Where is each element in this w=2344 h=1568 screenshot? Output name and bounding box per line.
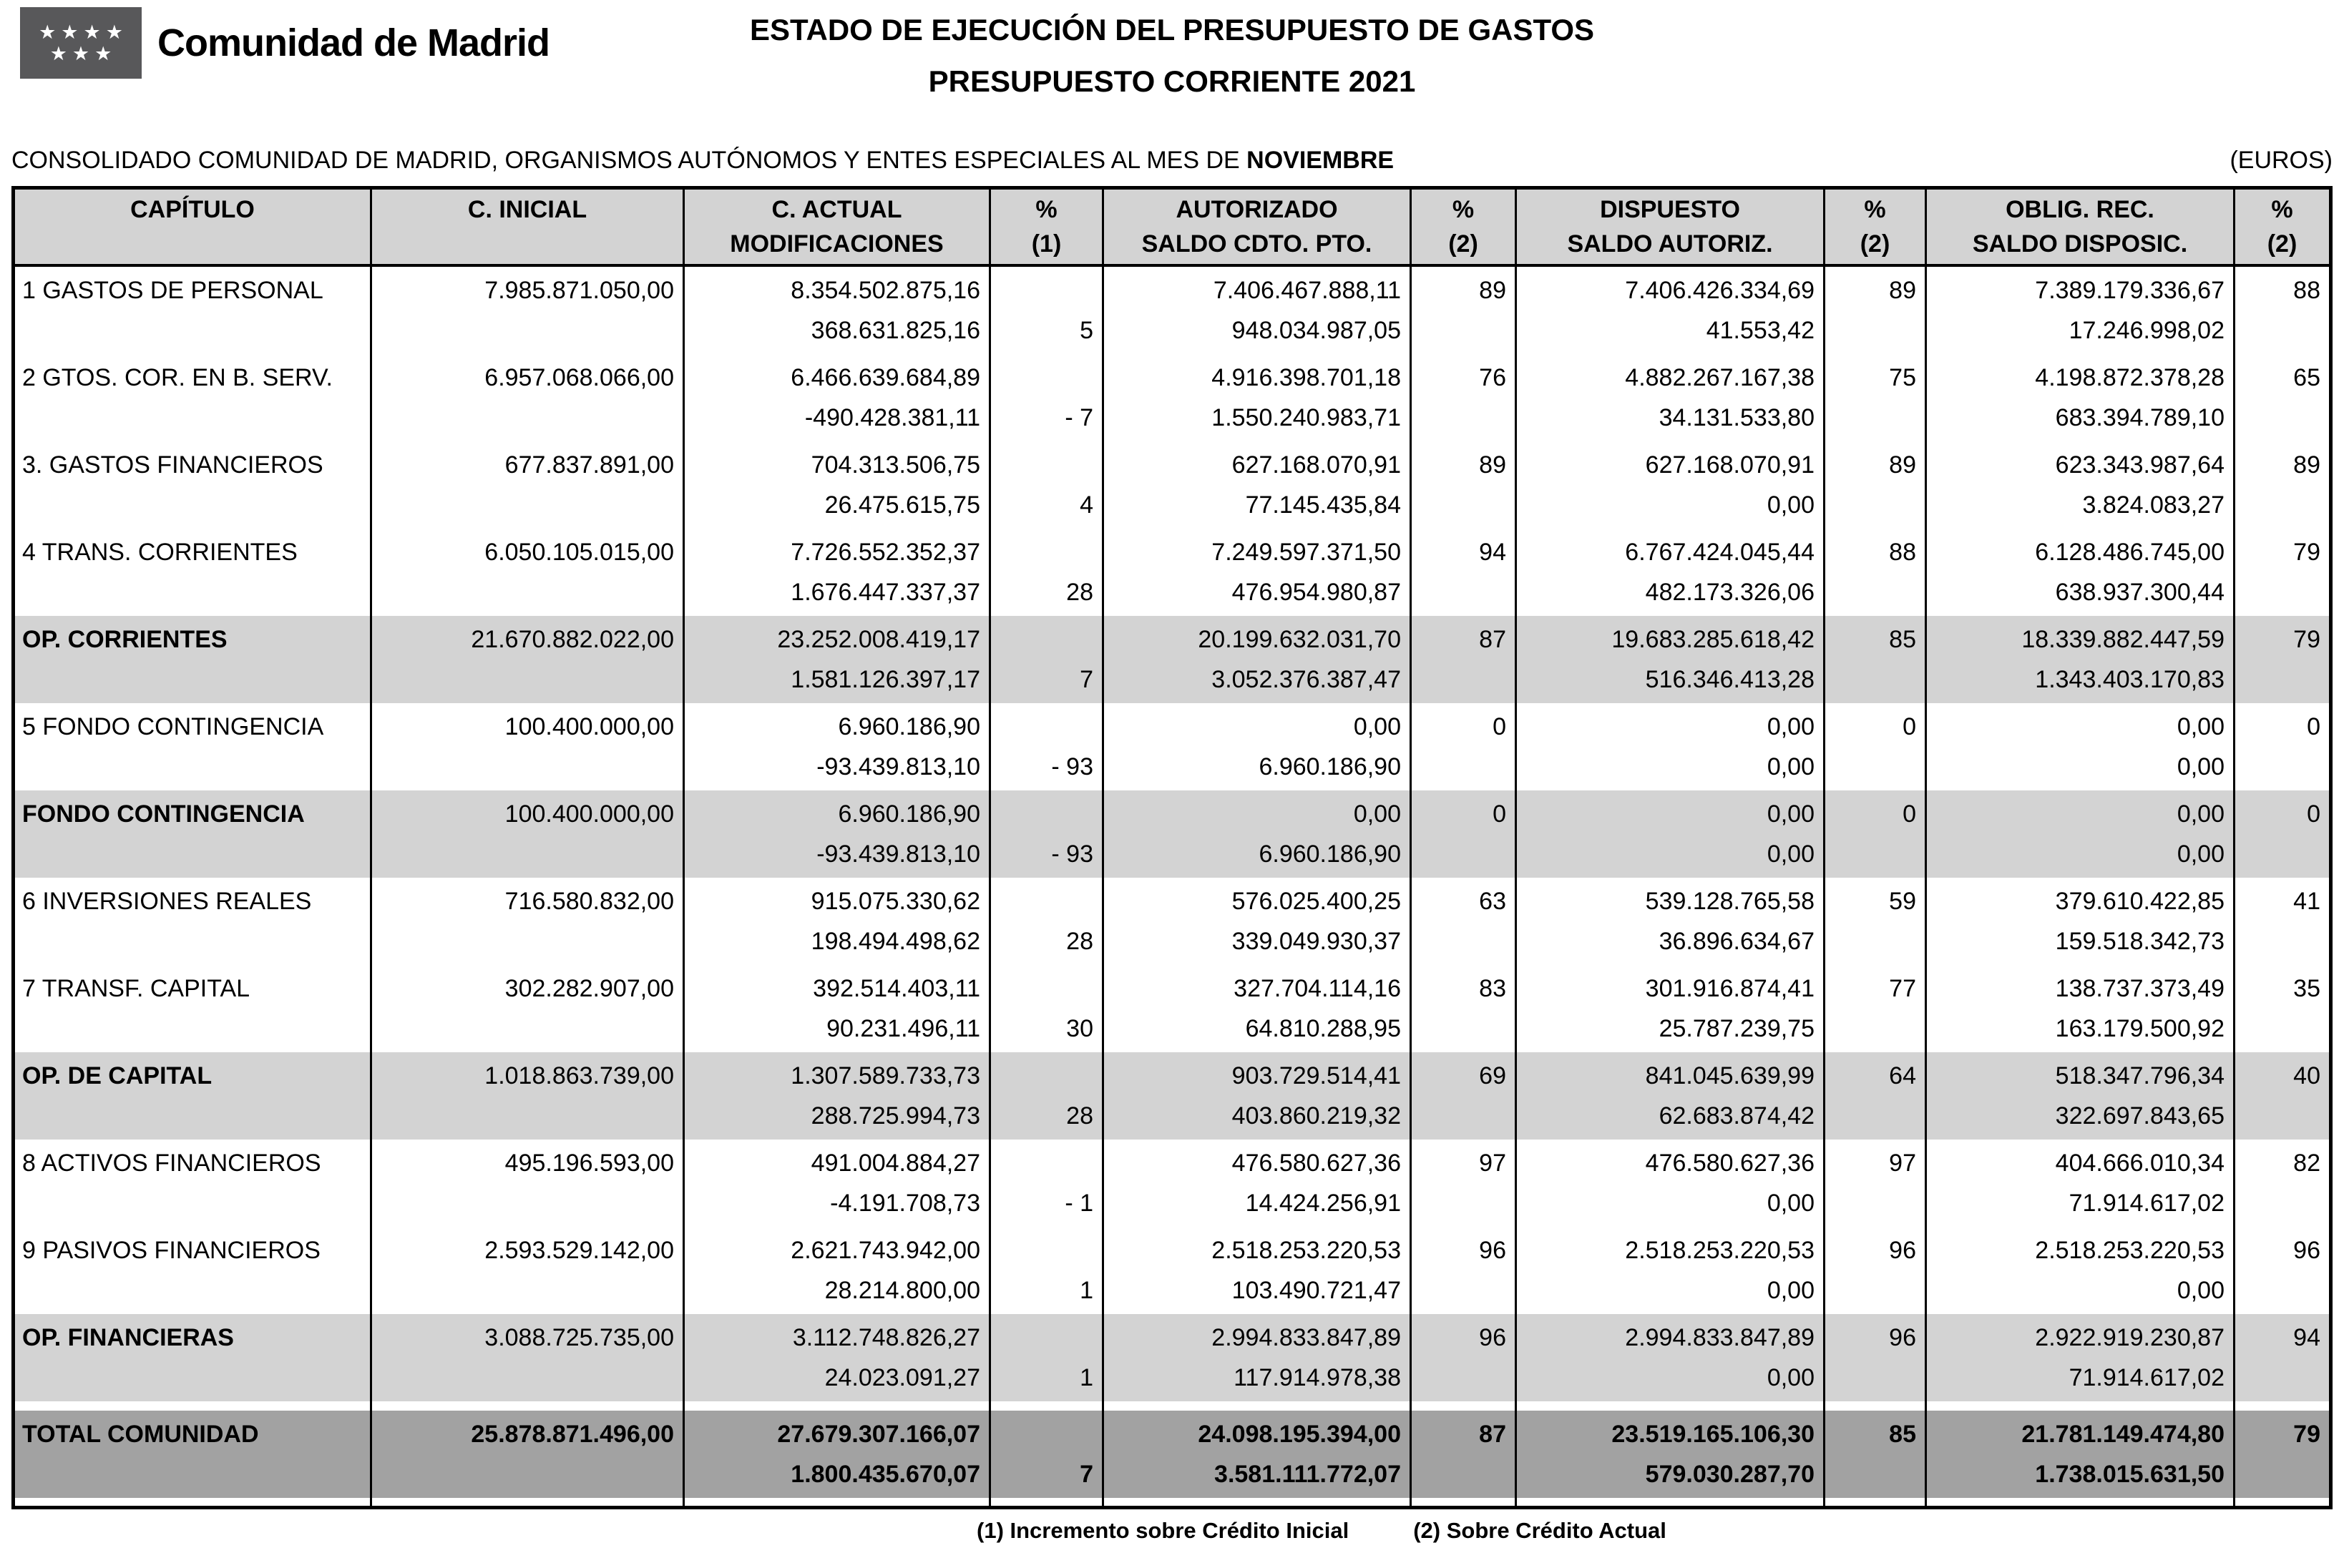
cell-pct-1: - 93 (990, 703, 1103, 790)
cell-c-actual: 491.004.884,27 -4.191.708,73 (684, 1140, 990, 1227)
cell-pct-autorizado: 96 (1411, 1314, 1516, 1401)
cell-c-actual: 392.514.403,11 90.231.496,11 (684, 965, 990, 1052)
cell-pct-autorizado: 94 (1411, 529, 1516, 616)
cell-pct-1: 5 (990, 265, 1103, 354)
cell-autorizado: 24.098.195.394,00 3.581.111.772,07 (1103, 1411, 1411, 1498)
footnote-1: (1) Incremento sobre Crédito Inicial (977, 1517, 1349, 1543)
spacer-row (14, 1401, 2331, 1411)
cell-pct-oblig: 41 (2235, 878, 2331, 965)
col-pct-oblig: % (2) (2235, 188, 2331, 266)
cell-pct-oblig: 40 (2235, 1052, 2331, 1140)
cell-pct-autorizado: 89 (1411, 441, 1516, 529)
cell-capitulo: 6 INVERSIONES REALES (14, 878, 371, 965)
cell-pct-dispuesto: 85 (1825, 616, 1926, 703)
table-row (14, 1411, 2331, 1498)
cell-dispuesto: 627.168.070,91 0,00 (1516, 441, 1825, 529)
cell-autorizado: 476.580.627,36 14.424.256,91 (1103, 1140, 1411, 1227)
cell-dispuesto: 23.519.165.106,30 579.030.287,70 (1516, 1411, 1825, 1498)
cell-dispuesto: 19.683.285.618,42 516.346.413,28 (1516, 616, 1825, 703)
cell-c-inicial: 25.878.871.496,00 (371, 1411, 684, 1498)
cell-dispuesto: 4.882.267.167,38 34.131.533,80 (1516, 354, 1825, 441)
cell-c-inicial: 6.050.105.015,00 (371, 529, 684, 616)
cell-pct-oblig: 82 (2235, 1140, 2331, 1227)
cell-autorizado: 327.704.114,16 64.810.288,95 (1103, 965, 1411, 1052)
cell-c-inicial: 100.400.000,00 (371, 790, 684, 878)
cell-c-inicial: 677.837.891,00 (371, 441, 684, 529)
cell-oblig-rec: 2.922.919.230,87 71.914.617,02 (1926, 1314, 2235, 1401)
spacer-row (14, 1498, 2331, 1507)
col-pct-1: % (1) (990, 188, 1103, 266)
cell-oblig-rec: 0,00 0,00 (1926, 703, 2235, 790)
cell-oblig-rec: 7.389.179.336,67 17.246.998,02 (1926, 265, 2235, 354)
cell-dispuesto: 7.406.426.334,69 41.553,42 (1516, 265, 1825, 354)
cell-oblig-rec: 18.339.882.447,59 1.343.403.170,83 (1926, 616, 2235, 703)
footnotes (977, 1518, 2344, 1544)
cell-oblig-rec: 379.610.422,85 159.518.342,73 (1926, 878, 2235, 965)
cell-oblig-rec: 518.347.796,34 322.697.843,65 (1926, 1052, 2235, 1140)
cell-pct-oblig: 0 (2235, 790, 2331, 878)
cell-c-actual: 915.075.330,62 198.494.498,62 (684, 878, 990, 965)
cell-pct-dispuesto: 59 (1825, 878, 1926, 965)
cell-autorizado: 0,00 6.960.186,90 (1103, 790, 1411, 878)
cell-pct-autorizado: 69 (1411, 1052, 1516, 1140)
cell-c-actual: 3.112.748.826,27 24.023.091,27 (684, 1314, 990, 1401)
cell-c-inicial: 21.670.882.022,00 (371, 616, 684, 703)
cell-autorizado: 903.729.514,41 403.860.219,32 (1103, 1052, 1411, 1140)
cell-capitulo: FONDO CONTINGENCIA (14, 790, 371, 878)
table-row (14, 703, 2331, 790)
cell-pct-autorizado: 97 (1411, 1140, 1516, 1227)
cell-autorizado: 627.168.070,91 77.145.435,84 (1103, 441, 1411, 529)
col-dispuesto: DISPUESTO SALDO AUTORIZ. (1516, 188, 1825, 266)
cell-pct-oblig: 0 (2235, 703, 2331, 790)
cell-autorizado: 576.025.400,25 339.049.930,37 (1103, 878, 1411, 965)
logo-text: Comunidad de Madrid (157, 21, 550, 64)
table-row (14, 1227, 2331, 1314)
cell-pct-1: 4 (990, 441, 1103, 529)
cell-dispuesto: 476.580.627,36 0,00 (1516, 1140, 1825, 1227)
cell-pct-1: - 1 (990, 1140, 1103, 1227)
cell-pct-oblig: 79 (2235, 529, 2331, 616)
table-row (14, 1140, 2331, 1227)
cell-c-inicial: 7.985.871.050,00 (371, 265, 684, 354)
table-row (14, 354, 2331, 441)
cell-c-actual: 6.466.639.684,89 -490.428.381,11 (684, 354, 990, 441)
col-pct-autorizado: % (2) (1411, 188, 1516, 266)
cell-oblig-rec: 21.781.149.474,80 1.738.015.631,50 (1926, 1411, 2235, 1498)
cell-c-inicial: 1.018.863.739,00 (371, 1052, 684, 1140)
cell-oblig-rec: 404.666.010,34 71.914.617,02 (1926, 1140, 2235, 1227)
cell-pct-1: 28 (990, 529, 1103, 616)
cell-pct-autorizado: 83 (1411, 965, 1516, 1052)
cell-c-inicial: 100.400.000,00 (371, 703, 684, 790)
cell-c-actual: 704.313.506,75 26.475.615,75 (684, 441, 990, 529)
table-row (14, 441, 2331, 529)
cell-pct-1: 28 (990, 878, 1103, 965)
cell-capitulo: 9 PASIVOS FINANCIEROS (14, 1227, 371, 1314)
table-row (14, 1314, 2331, 1401)
cell-pct-1: 1 (990, 1314, 1103, 1401)
consolidado-text: CONSOLIDADO COMUNIDAD DE MADRID, ORGANISMOS AUTÓNOMOS Y ENTES ESPECIALES AL MES DE (11, 147, 1247, 174)
page-subtitle: PRESUPUESTO CORRIENTE 2021 (928, 64, 1416, 98)
cell-dispuesto: 2.518.253.220,53 0,00 (1516, 1227, 1825, 1314)
cell-dispuesto: 6.767.424.045,44 482.173.326,06 (1516, 529, 1825, 616)
cell-capitulo: 3. GASTOS FINANCIEROS (14, 441, 371, 529)
cell-pct-oblig: 94 (2235, 1314, 2331, 1401)
cell-pct-autorizado: 96 (1411, 1227, 1516, 1314)
cell-pct-dispuesto: 0 (1825, 703, 1926, 790)
cell-pct-dispuesto: 64 (1825, 1052, 1926, 1140)
cell-pct-1: - 7 (990, 354, 1103, 441)
table-row (14, 265, 2331, 354)
page-title: ESTADO DE EJECUCIÓN DEL PRESUPUESTO DE GASTOS (749, 13, 1595, 46)
cell-c-actual: 6.960.186,90 -93.439.813,10 (684, 790, 990, 878)
cell-capitulo: TOTAL COMUNIDAD (14, 1411, 371, 1498)
col-c-inicial: C. INICIAL (371, 188, 684, 266)
cell-c-inicial: 2.593.529.142,00 (371, 1227, 684, 1314)
cell-pct-1: 7 (990, 616, 1103, 703)
col-pct-dispuesto: % (2) (1825, 188, 1926, 266)
table-row (14, 790, 2331, 878)
cell-capitulo: 7 TRANSF. CAPITAL (14, 965, 371, 1052)
cell-pct-1: 28 (990, 1052, 1103, 1140)
stars-row-bottom: ★★★ (49, 43, 117, 64)
table-row (14, 529, 2331, 616)
cell-pct-dispuesto: 89 (1825, 441, 1926, 529)
subheader (11, 147, 2333, 175)
cell-c-actual: 27.679.307.166,07 1.800.435.670,07 (684, 1411, 990, 1498)
cell-oblig-rec: 0,00 0,00 (1926, 790, 2235, 878)
cell-autorizado: 0,00 6.960.186,90 (1103, 703, 1411, 790)
cell-c-inicial: 495.196.593,00 (371, 1140, 684, 1227)
cell-c-inicial: 716.580.832,00 (371, 878, 684, 965)
cell-pct-1: 7 (990, 1411, 1103, 1498)
cell-pct-oblig: 79 (2235, 1411, 2331, 1498)
cell-c-actual: 8.354.502.875,16 368.631.825,16 (684, 265, 990, 354)
cell-pct-autorizado: 87 (1411, 1411, 1516, 1498)
cell-c-actual: 6.960.186,90 -93.439.813,10 (684, 703, 990, 790)
cell-pct-1: 30 (990, 965, 1103, 1052)
cell-pct-dispuesto: 0 (1825, 790, 1926, 878)
cell-capitulo: OP. DE CAPITAL (14, 1052, 371, 1140)
cell-pct-dispuesto: 77 (1825, 965, 1926, 1052)
table-row (14, 616, 2331, 703)
cell-c-actual: 1.307.589.733,73 288.725.994,73 (684, 1052, 990, 1140)
cell-pct-dispuesto: 85 (1825, 1411, 1926, 1498)
cell-oblig-rec: 623.343.987,64 3.824.083,27 (1926, 441, 2235, 529)
cell-autorizado: 2.518.253.220,53 103.490.721,47 (1103, 1227, 1411, 1314)
cell-pct-oblig: 35 (2235, 965, 2331, 1052)
footnote-2: (2) Sobre Crédito Actual (1413, 1517, 1666, 1543)
budget-table (11, 186, 2333, 1509)
cell-pct-1: 1 (990, 1227, 1103, 1314)
cell-pct-oblig: 79 (2235, 616, 2331, 703)
cell-pct-oblig: 88 (2235, 265, 2331, 354)
cell-oblig-rec: 2.518.253.220,53 0,00 (1926, 1227, 2235, 1314)
col-capitulo: CAPÍTULO (14, 188, 371, 266)
cell-c-actual: 7.726.552.352,37 1.676.447.337,37 (684, 529, 990, 616)
cell-capitulo: 2 GTOS. COR. EN B. SERV. (14, 354, 371, 441)
cell-dispuesto: 539.128.765,58 36.896.634,67 (1516, 878, 1825, 965)
cell-dispuesto: 0,00 0,00 (1516, 703, 1825, 790)
month-label: NOVIEMBRE (1246, 147, 1395, 174)
cell-autorizado: 7.249.597.371,50 476.954.980,87 (1103, 529, 1411, 616)
cell-capitulo: 4 TRANS. CORRIENTES (14, 529, 371, 616)
cell-pct-autorizado: 63 (1411, 878, 1516, 965)
cell-dispuesto: 301.916.874,41 25.787.239,75 (1516, 965, 1825, 1052)
cell-c-actual: 2.621.743.942,00 28.214.800,00 (684, 1227, 990, 1314)
cell-pct-oblig: 96 (2235, 1227, 2331, 1314)
cell-dispuesto: 2.994.833.847,89 0,00 (1516, 1314, 1825, 1401)
cell-pct-dispuesto: 96 (1825, 1314, 1926, 1401)
cell-pct-oblig: 89 (2235, 441, 2331, 529)
stars-row-top: ★★★★ (39, 21, 128, 43)
consolidado-line (11, 147, 1394, 175)
cell-oblig-rec: 6.128.486.745,00 638.937.300,44 (1926, 529, 2235, 616)
currency-label: (EUROS) (2230, 147, 2333, 174)
title-block (0, 13, 2344, 99)
cell-c-inicial: 302.282.907,00 (371, 965, 684, 1052)
table-header (14, 188, 2331, 266)
page-header (0, 0, 2344, 147)
cell-autorizado: 7.406.467.888,11 948.034.987,05 (1103, 265, 1411, 354)
col-oblig-rec: OBLIG. REC. SALDO DISPOSIC. (1926, 188, 2235, 266)
cell-c-inicial: 3.088.725.735,00 (371, 1314, 684, 1401)
cell-autorizado: 4.916.398.701,18 1.550.240.983,71 (1103, 354, 1411, 441)
cell-capitulo: OP. FINANCIERAS (14, 1314, 371, 1401)
cell-pct-dispuesto: 75 (1825, 354, 1926, 441)
cell-pct-oblig: 65 (2235, 354, 2331, 441)
cell-pct-autorizado: 0 (1411, 703, 1516, 790)
cell-pct-dispuesto: 97 (1825, 1140, 1926, 1227)
cell-capitulo: 5 FONDO CONTINGENCIA (14, 703, 371, 790)
cell-dispuesto: 841.045.639,99 62.683.874,42 (1516, 1052, 1825, 1140)
cell-c-inicial: 6.957.068.066,00 (371, 354, 684, 441)
table-row (14, 878, 2331, 965)
cell-pct-dispuesto: 96 (1825, 1227, 1926, 1314)
cell-pct-autorizado: 89 (1411, 265, 1516, 354)
cell-oblig-rec: 4.198.872.378,28 683.394.789,10 (1926, 354, 2235, 441)
cell-pct-1: - 93 (990, 790, 1103, 878)
cell-pct-autorizado: 0 (1411, 790, 1516, 878)
col-autorizado: AUTORIZADO SALDO CDTO. PTO. (1103, 188, 1411, 266)
cell-pct-autorizado: 87 (1411, 616, 1516, 703)
cell-oblig-rec: 138.737.373,49 163.179.500,92 (1926, 965, 2235, 1052)
cell-autorizado: 20.199.632.031,70 3.052.376.387,47 (1103, 616, 1411, 703)
cell-pct-dispuesto: 88 (1825, 529, 1926, 616)
table-row (14, 965, 2331, 1052)
cell-capitulo: 1 GASTOS DE PERSONAL (14, 265, 371, 354)
col-c-actual: C. ACTUAL MODIFICACIONES (684, 188, 990, 266)
cell-pct-dispuesto: 89 (1825, 265, 1926, 354)
cell-capitulo: OP. CORRIENTES (14, 616, 371, 703)
table-body (14, 265, 2331, 1507)
cell-autorizado: 2.994.833.847,89 117.914.978,38 (1103, 1314, 1411, 1401)
table-row (14, 1052, 2331, 1140)
cell-capitulo: 8 ACTIVOS FINANCIEROS (14, 1140, 371, 1227)
cell-c-actual: 23.252.008.419,17 1.581.126.397,17 (684, 616, 990, 703)
cell-dispuesto: 0,00 0,00 (1516, 790, 1825, 878)
cell-pct-autorizado: 76 (1411, 354, 1516, 441)
